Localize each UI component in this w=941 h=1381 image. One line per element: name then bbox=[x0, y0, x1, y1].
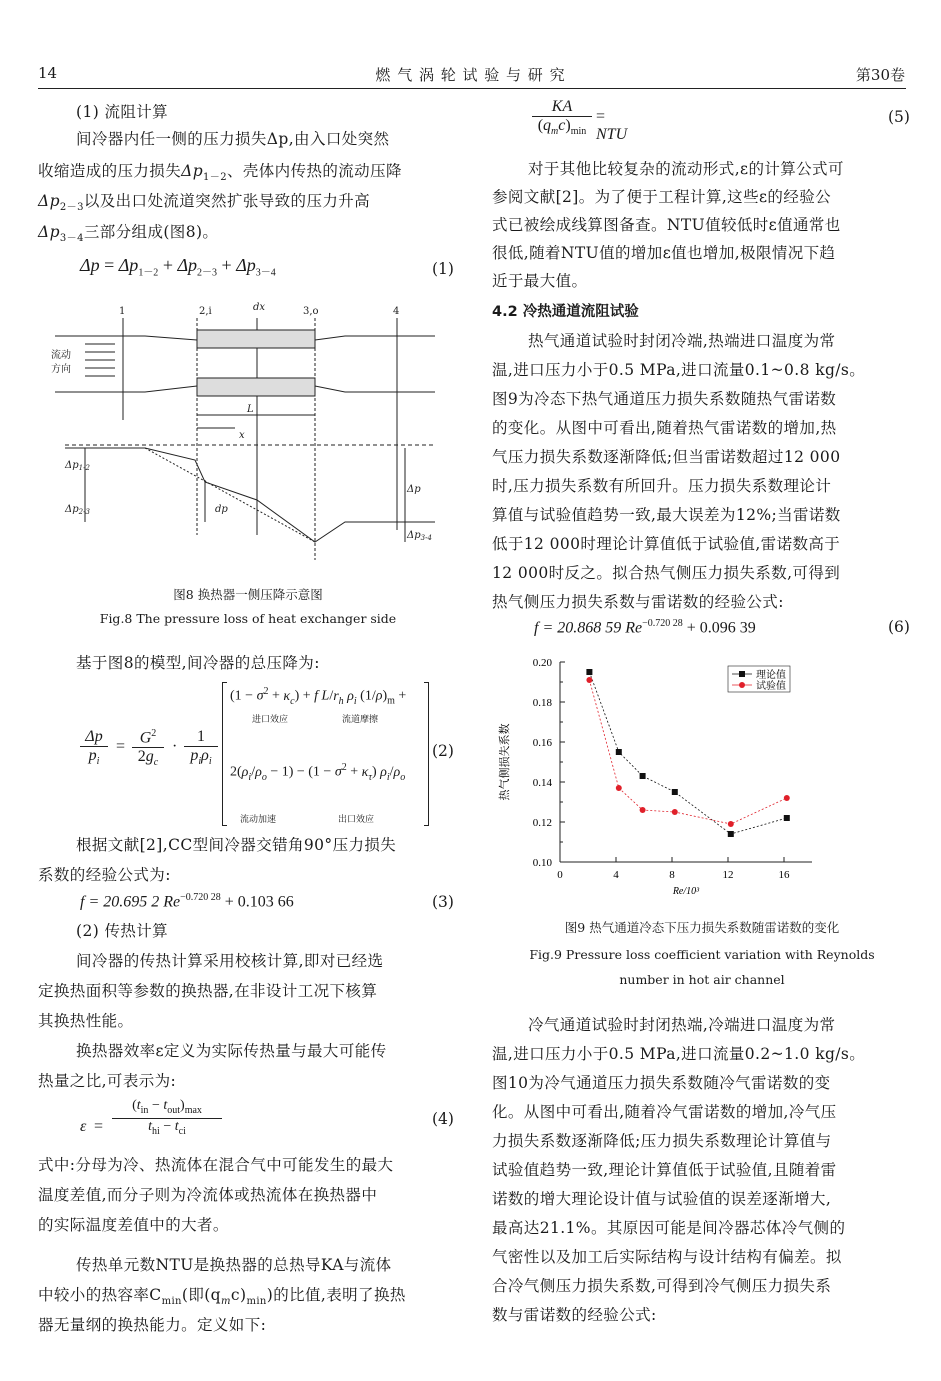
figure-9-chart bbox=[492, 650, 822, 910]
data-point-theory bbox=[728, 831, 734, 837]
para-empirical-a: 根据文献[2],CC型间冷器交错角90°压力损失 bbox=[76, 836, 397, 854]
para-pressure-loss-3: $\Delta p_{2-3}$以及出口处流道突然扩张导致的压力升高 bbox=[38, 192, 371, 214]
para-cold-5: 力损失系数逐渐降低;压力损失系数理论计算值与 bbox=[492, 1132, 832, 1150]
svg-text:Δp1-2: $\Delta p_{1-2}$ bbox=[65, 460, 90, 472]
fig9-caption-en-2: number in hot air channel bbox=[619, 972, 785, 987]
fig8-label-x: x bbox=[239, 430, 245, 441]
para-where-1: 式中:分母为冷、热流体在混合气中可能发生的最大 bbox=[38, 1156, 394, 1174]
para-hot-10: 热气侧压力损失系数与雷诺数的经验公式: bbox=[492, 593, 784, 611]
legend-marker bbox=[739, 682, 745, 688]
fig8-label-4: 4 bbox=[393, 306, 400, 317]
eq1-number: (1) bbox=[432, 260, 454, 278]
legend-label: 理论值 bbox=[756, 670, 786, 681]
para-empirical-b: 系数的经验公式为: bbox=[38, 866, 171, 884]
para-cold-10: 合冷气侧压力损失系数,可得到冷气侧压力损失系 bbox=[492, 1277, 832, 1295]
para-model: 基于图8的模型,间冷器的总压降为: bbox=[76, 654, 320, 672]
para-ntu-2: 中较小的热容率$C_{min}$(即$(q_mc)_{min}$)的比值,表明了换热 bbox=[38, 1286, 406, 1308]
para-where-2: 温度差值,而分子则为冷流体或热流体在换热器中 bbox=[38, 1186, 378, 1204]
data-point-test bbox=[586, 677, 592, 683]
y-tick-label: 0.10 bbox=[532, 857, 552, 869]
section-4-2: 4.2 冷热通道流阻试验 bbox=[492, 304, 639, 320]
equation-6: f = 20.868 59 $Re^{-0.720 28} + 0.096$ 39 bbox=[534, 618, 756, 637]
fig8-label-flow: 流动 bbox=[51, 350, 71, 361]
eq2-number: (2) bbox=[432, 742, 454, 760]
fig8-label-2i: 2,i bbox=[199, 306, 212, 317]
x-axis-label: Re/10³ bbox=[672, 886, 700, 897]
para-heat-2: 定换热面积等参数的换热器,在非设计工况下核算 bbox=[38, 982, 378, 1000]
para-cold-11: 数与雷诺数的经验公式: bbox=[492, 1306, 657, 1324]
y-tick-label: 0.14 bbox=[532, 777, 552, 789]
equation-5: KA $(q_mc)_{min}$ = NTU bbox=[532, 98, 592, 137]
fig9-caption-en-1: Fig.9 Pressure loss coefficient variation with Reynolds bbox=[529, 947, 875, 962]
eq5-number: (5) bbox=[888, 108, 910, 126]
header-rule bbox=[38, 88, 906, 89]
fig8-caption-en: Fig.8 The pressure loss of heat exchanger side bbox=[99, 611, 397, 626]
x-tick-label: 8 bbox=[669, 869, 675, 881]
para-hot-7: 算值与试验值趋势一致,最大误差为12%;当雷诺数 bbox=[492, 506, 841, 524]
para-cold-3: 图10为冷气通道压力损失系数随冷气雷诺数的变 bbox=[492, 1074, 831, 1092]
x-tick-label: 0 bbox=[557, 869, 563, 881]
para-eff-2: 热量之比,可表示为: bbox=[38, 1072, 177, 1090]
para-ntu-1: 传热单元数NTU是换热器的总热导KA与流体 bbox=[76, 1256, 392, 1274]
para-cold-8: 最高达21.1%。其原因可能是间冷器芯体冷气侧的 bbox=[492, 1219, 846, 1237]
eq6-number: (6) bbox=[888, 618, 910, 636]
item-flow-resistance: (1) 流阻计算 bbox=[76, 103, 169, 121]
para-cold-1: 冷气通道试验时封闭热端,冷端进口温度为常 bbox=[528, 1016, 836, 1034]
data-point-test bbox=[640, 807, 646, 813]
svg-text:dp: dp bbox=[215, 504, 228, 515]
para-hot-2: 温,进口压力小于0.5 MPa,进口流量0.1~0.8 kg/s。 bbox=[492, 361, 866, 379]
y-axis-label: 热气侧损失系数 bbox=[498, 723, 511, 801]
para-heat-3: 其换热性能。 bbox=[38, 1012, 134, 1030]
figure-8-diagram bbox=[45, 300, 445, 585]
para-ntu-3: 器无量纲的换热能力。定义如下: bbox=[38, 1316, 267, 1334]
para-hot-6: 时,压力损失系数有所回升。压力损失系数理论计 bbox=[492, 477, 832, 495]
para-eff-1: 换热器效率ε定义为实际传热量与最大可能传 bbox=[76, 1042, 387, 1060]
data-point-theory bbox=[586, 669, 592, 675]
svg-text:Δp: Δp bbox=[407, 484, 421, 495]
page-number: 14 bbox=[38, 64, 58, 82]
data-point-test bbox=[672, 809, 678, 815]
para-cold-7: 诺数的增大理论设计值与试验值的误差逐渐增大, bbox=[492, 1190, 832, 1208]
y-tick-label: 0.16 bbox=[532, 737, 552, 749]
legend-marker bbox=[739, 671, 745, 677]
data-point-test bbox=[728, 821, 734, 827]
para-other-3: 式已被绘成线算图备查。NTU值较低时ε值通常也 bbox=[492, 216, 841, 234]
para-pressure-loss-4: $\Delta p_{3-4}$三部分组成(图8)。 bbox=[38, 223, 219, 245]
x-tick-label: 16 bbox=[778, 869, 790, 881]
para-heat-1: 间冷器的传热计算采用校核计算,即对已经选 bbox=[76, 952, 384, 970]
para-hot-5: 气压力损失系数逐渐降低;但当雷诺数超过12 000 bbox=[492, 448, 841, 466]
data-point-theory bbox=[784, 815, 790, 821]
x-tick-label: 12 bbox=[722, 869, 734, 881]
legend-label: 试验值 bbox=[756, 681, 786, 692]
data-point-theory bbox=[616, 749, 622, 755]
eq3-number: (3) bbox=[432, 893, 454, 911]
para-where-3: 的实际温度差值中的大者。 bbox=[38, 1216, 229, 1234]
svg-text:Δp3-4: $\Delta p_{3-4}$ bbox=[407, 530, 432, 542]
para-pressure-loss: 间冷器内任一侧的压力损失Δp,由入口处突然 bbox=[76, 130, 390, 148]
fig8-label-1: 1 bbox=[119, 306, 126, 317]
data-point-theory bbox=[672, 789, 678, 795]
para-other-2: 参阅文献[2]。为了便于工程计算,这些ε的经验公 bbox=[492, 188, 832, 206]
equation-1: $\Delta p = \Delta p_{1-2} + \Delta p_{2-3} + \Delta p_{3-4}$ bbox=[80, 255, 276, 279]
y-tick-label: 0.12 bbox=[532, 817, 552, 829]
data-point-theory bbox=[640, 773, 646, 779]
fig8-label-direction: 方向 bbox=[51, 364, 71, 375]
data-point-test bbox=[616, 785, 622, 791]
equation-2: Δp $p_i$ = $G^2$ $2g_c$ · 1 $p_i\rho_i$ $(1 - \sigma^2 + \kappa_c) + f$ $L/r_h$ $\rho_i$ $(1/\rho)_m$ + 进口效应 流道摩擦 $2(\rho_i/\rho_o - 1) - (1 - \sigma^2 + \kappa_\tau)$ $\rho_i/\rho_o$ 流动加速 出口效应 bbox=[80, 680, 440, 830]
equation-3: f = 20.695 2 $Re^{-0.720 28} + 0.103$ 66 bbox=[80, 892, 294, 911]
eq4-number: (4) bbox=[432, 1110, 454, 1128]
para-other-5: 近于最大值。 bbox=[492, 272, 588, 290]
para-hot-8: 低于12 000时理论计算值低于试验值,雷诺数高于 bbox=[492, 535, 841, 553]
x-tick-label: 4 bbox=[613, 869, 619, 881]
para-other-4: 很低,随着NTU值的增加ε值也增加,极限情况下趋 bbox=[492, 244, 836, 262]
para-hot-9: 12 000时反之。拟合热气侧压力损失系数,可得到 bbox=[492, 564, 841, 582]
para-hot-1: 热气通道试验时封闭冷端,热端进口温度为常 bbox=[528, 332, 836, 350]
fig8-label-L: L bbox=[247, 404, 254, 415]
fig9-caption-cn: 图9 热气通道冷态下压力损失系数随雷诺数的变化 bbox=[564, 920, 840, 935]
para-hot-4: 的变化。从图中可看出,随着热气雷诺数的增加,热 bbox=[492, 419, 837, 437]
fig8-label-3o: 3,o bbox=[303, 306, 319, 317]
para-cold-6: 试验值趋势一致,理论计算值低于试验值,且随着雷 bbox=[492, 1161, 837, 1179]
para-other-1: 对于其他比较复杂的流动形式,ε的计算公式可 bbox=[528, 160, 844, 178]
fig8-caption-cn: 图8 换热器一侧压降示意图 bbox=[173, 587, 323, 602]
journal-title: 燃 气 涡 轮 试 验 与 研 究 bbox=[375, 66, 566, 84]
data-point-test bbox=[784, 795, 790, 801]
para-cold-4: 化。从图中可看出,随着冷气雷诺数的增加,冷气压 bbox=[492, 1103, 837, 1121]
para-pressure-loss-2: 收缩造成的压力损失$\Delta p_{1-2}$、壳体内传热的流动压降 bbox=[38, 162, 402, 184]
item-heat-transfer: (2) 传热计算 bbox=[76, 922, 169, 940]
fig8-label-dx: dx bbox=[253, 302, 266, 313]
svg-text:Δp2-3: $\Delta p_{2-3}$ bbox=[65, 504, 90, 516]
y-tick-label: 0.20 bbox=[532, 657, 552, 669]
para-hot-3: 图9为冷态下热气通道压力损失系数随热气雷诺数 bbox=[492, 390, 837, 408]
volume: 第30卷 bbox=[855, 66, 905, 84]
para-cold-2: 温,进口压力小于0.5 MPa,进口流量0.2~1.0 kg/s。 bbox=[492, 1045, 866, 1063]
y-tick-label: 0.18 bbox=[532, 697, 552, 709]
para-cold-9: 气密性以及加工后实际结构与设计结构有偏差。拟 bbox=[492, 1248, 842, 1266]
